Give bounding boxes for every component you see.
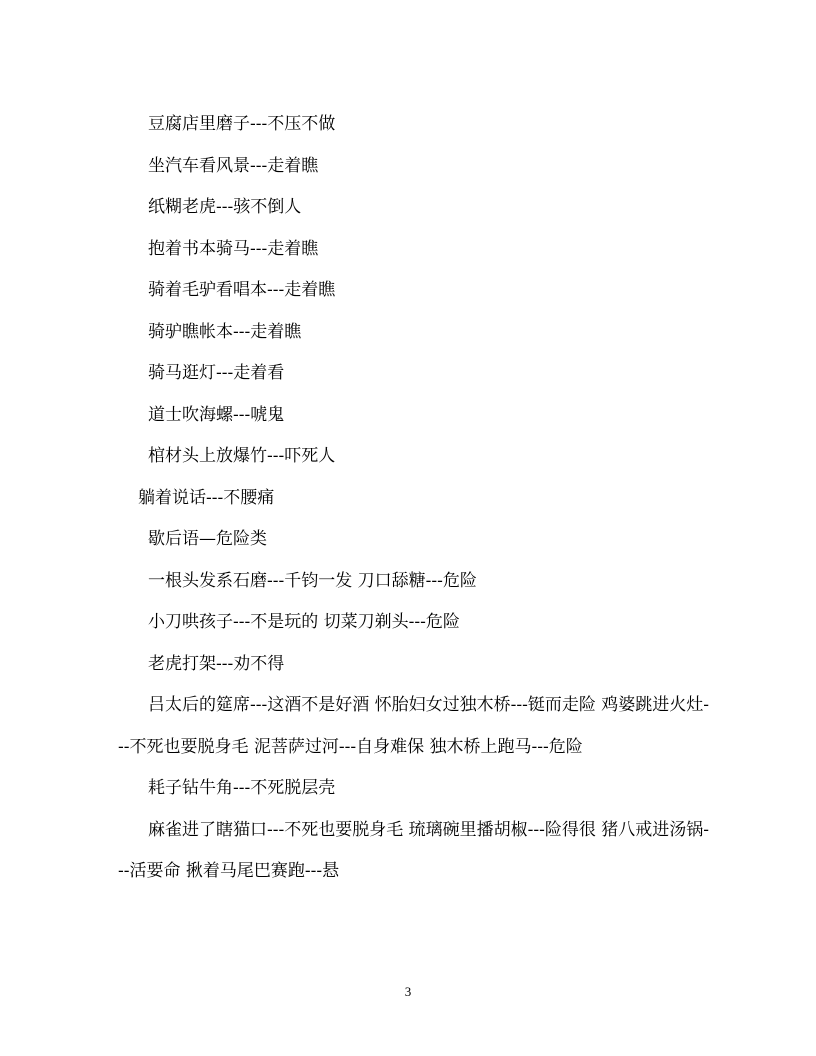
paragraph: 坐汽车看风景---走着瞧 [148,155,319,176]
paragraph: 小刀哄孩子---不是玩的 切菜刀剃头---危险 [148,612,460,632]
paragraph: 道士吹海螺---唬鬼 [148,404,285,425]
paragraph: 骑着毛驴看唱本---走着瞧 [148,280,336,300]
paragraph: 耗子钻牛角---不死脱层壳 [148,778,336,798]
paragraph: 麻雀进了瞎猫口---不死也要脱身毛 琉璃碗里播胡椒---险得很 猪八戒进汤锅---活要命 揪着马尾巴赛跑---悬 [118,819,710,881]
paragraph: 骑马逛灯---走着看 [148,363,285,383]
page-number: 3 [404,984,412,999]
paragraph: 骑驴瞧帐本---走着瞧 [148,321,302,342]
paragraph: 躺着说话---不腰痛 [138,487,275,508]
paragraph: 老虎打架---劝不得 [148,653,285,674]
paragraph: 一根头发系石磨---千钧一发 刀口舔糖---危险 [148,570,477,591]
paragraph: 吕太后的筵席---这酒不是好酒 怀胎妇女过独木桥---铤而走险 鸡婆跳进火灶---不死也要脱身毛 泥菩萨过河---自身难保 独木桥上跑马---危险 [118,695,710,757]
paragraph: 纸糊老虎---骇不倒人 [148,197,302,217]
paragraph: 豆腐店里磨子---不压不做 [148,114,336,134]
paragraph: 抱着书本骑马---走着瞧 [148,238,319,259]
section-heading: 歇后语—危险类 [148,529,267,549]
paragraph: 棺材头上放爆竹---吓死人 [148,446,336,466]
document-body [118,104,713,893]
